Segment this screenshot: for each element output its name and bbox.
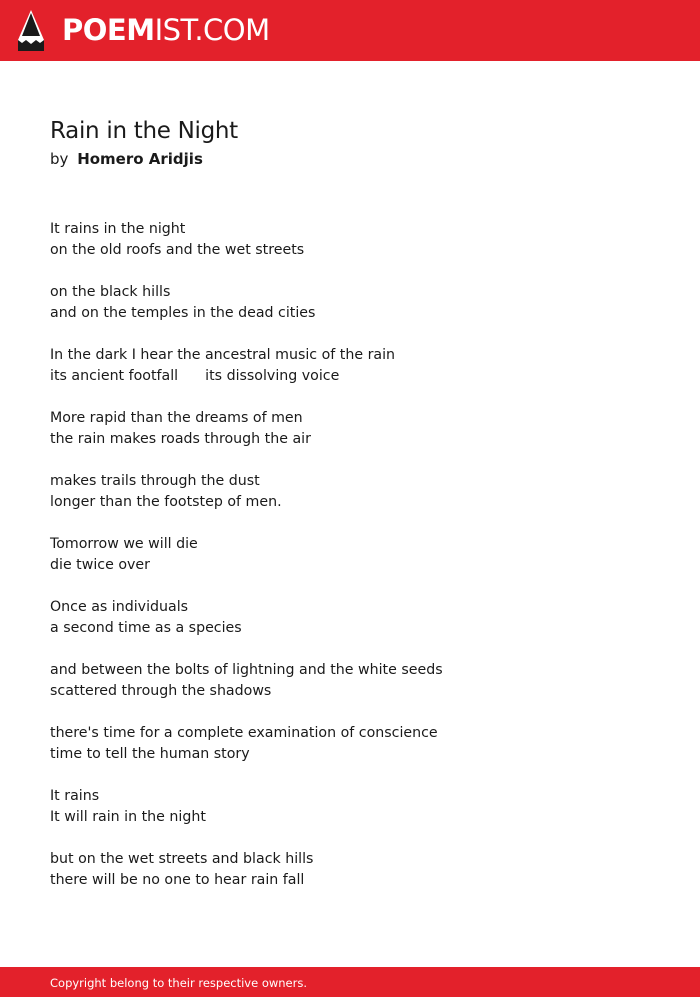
site-header [0, 0, 700, 61]
poem-line: and on the temples in the dead cities [50, 305, 316, 321]
poem-line: More rapid than the dreams of men [50, 410, 303, 426]
poem-stanza [50, 597, 650, 639]
poem-body [50, 219, 650, 912]
poem-line: It rains [50, 788, 100, 804]
poem-stanza [50, 534, 650, 576]
poem-line: but on the wet streets and black hills [50, 851, 314, 867]
poem-line: its ancient footfall its dissolving voice [50, 368, 340, 384]
poem-line: a second time as a species [50, 620, 242, 636]
author-name: Homero Aridjis [77, 150, 203, 168]
site-logo[interactable] [62, 12, 270, 48]
poem-line: die twice over [50, 557, 150, 573]
poem-stanza [50, 660, 650, 702]
poem-line: there's time for a complete examination of conscience [50, 725, 438, 741]
poem-line: time to tell the human story [50, 746, 250, 762]
pencil-tip-icon[interactable] [18, 10, 44, 51]
poem-line: there will be no one to hear rain fall [50, 872, 305, 888]
poem-line: longer than the footstep of men. [50, 494, 282, 510]
poem-line: and between the bolts of lightning and the white seeds [50, 662, 443, 678]
byline [50, 148, 203, 170]
poem-line: Once as individuals [50, 599, 189, 615]
poem-line: It will rain in the night [50, 809, 206, 825]
poem-stanza [50, 471, 650, 513]
poem-line: the rain makes roads through the air [50, 431, 311, 447]
poem-stanza [50, 345, 650, 387]
poem-stanza [50, 723, 650, 765]
poem-stanza [50, 408, 650, 450]
brand-light: IST.COM [154, 13, 270, 47]
poem-line: makes trails through the dust [50, 473, 260, 489]
copyright-text: Copyright belong to their respective owners. [50, 976, 308, 990]
poem-line: Tomorrow we will die [50, 536, 198, 552]
poem-line: scattered through the shadows [50, 683, 272, 699]
poem-stanza [50, 219, 650, 261]
brand-bold: POEM [62, 13, 155, 47]
poem-line: In the dark I hear the ancestral music of the rain [50, 347, 396, 363]
poem-stanza [50, 849, 650, 891]
by-label: by [50, 150, 69, 168]
poem-line: on the old roofs and the wet streets [50, 242, 305, 258]
site-footer [0, 967, 700, 997]
poem-stanza [50, 786, 650, 828]
poem-line: It rains in the night [50, 221, 186, 237]
poem-title: Rain in the Night [50, 118, 238, 144]
poem-line: on the black hills [50, 284, 171, 300]
poem-stanza [50, 282, 650, 324]
